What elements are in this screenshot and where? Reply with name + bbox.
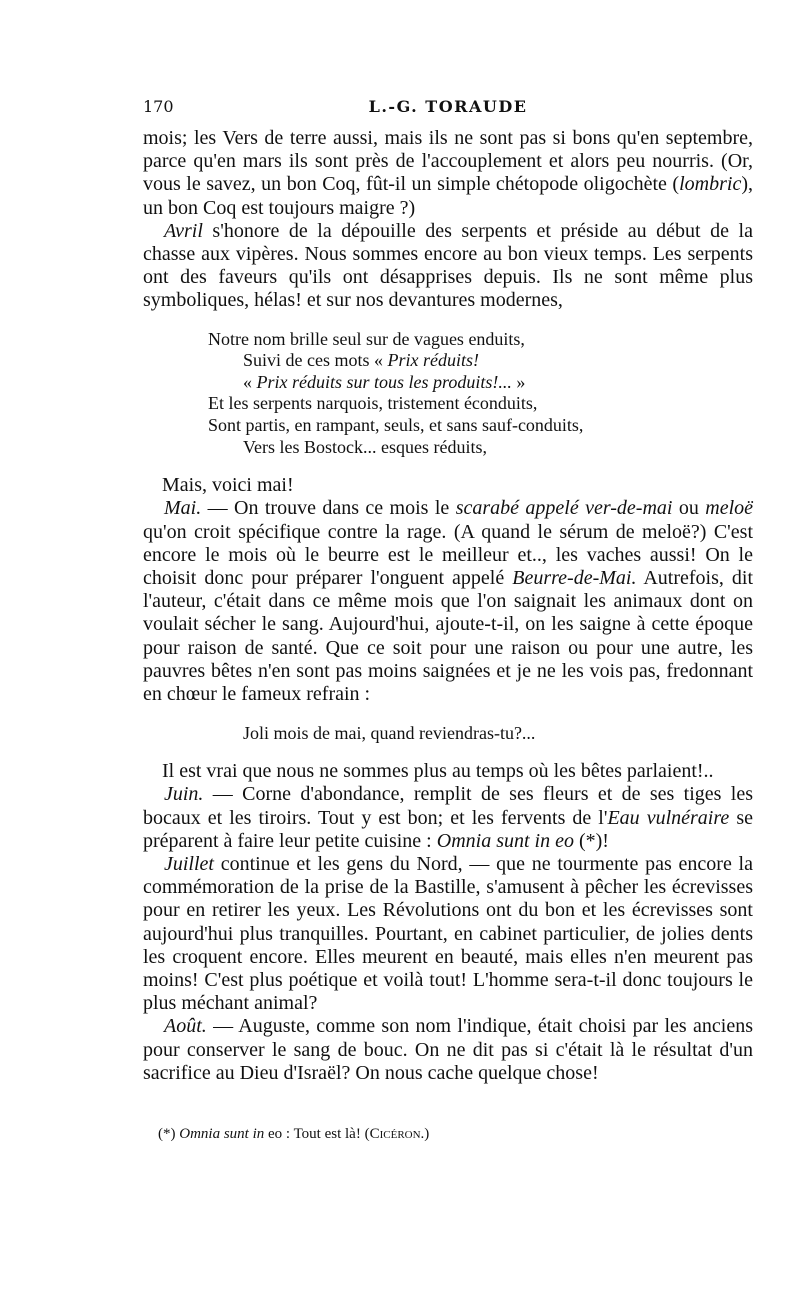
verse-line: Suivi de ces mots « Prix réduits! [243,350,479,371]
paragraph-aout: Août. — Auguste, comme son nom l'indique, était choisi par les anciens pour conserver le sang de bouc. On ne dit pas si c'était là le résultat d'un sacrifice au Dieu d'Israël? On nous cache quelque chose! [143,1015,753,1084]
paragraph-voici-mai: Mais, voici mai! [162,474,294,497]
page-number: 170 [143,97,174,116]
running-title: L.-G. TORAUDE [368,97,528,116]
verse-line: Et les serpents narquois, tristement éconduits, [208,393,538,414]
verse-line: « Prix réduits sur tous les produits!... » [243,371,526,392]
paragraph-betes: Il est vrai que nous ne sommes plus au temps où les bêtes parlaient!.. [162,760,714,783]
paragraph-juin: Juin. — Corne d'abondance, remplit de ses fleurs et de ses tiges les bocaux et les tiroirs. Tout y est bon; et les fervents de l'Eau vulnéraire se préparent à faire leur petite cuisine : Omnia sunt in eo (*)! [143,783,753,852]
verse-line: Notre nom brille seul sur de vagues enduits, [208,328,525,349]
footnote: (*) Omnia sunt in eo : Tout est là! (Cicéron.) [158,1126,430,1142]
verse-prix-reduits [208,329,753,459]
verse-joli-mois: Joli mois de mai, quand reviendras-tu?... [243,723,536,744]
paragraph-avril: Avril s'honore de la dépouille des serpents et préside au début de la chasse aux vipères. Nous sommes encore au bon vieux temps. Les serpents ont des faveurs qu'ils ont désapprises depuis. Ils ne sont même plus symboliques, hélas! et sur nos devantures modernes, [143,219,753,312]
main-text [143,127,753,1085]
page-header [143,97,753,121]
paragraph-juillet: Juillet continue et les gens du Nord, — que ne tourmente pas encore la commémoration de la prise de la Bastille, s'amusent à pêcher les écrevisses pour en retirer les yeux. Les Révolutions ont du bon et les écrevisses sont aujourd'hui plus tranquilles. Pourtant, en cabinet particulier, de jolies dents les croquent encore. Elles meurent en beauté, mais elles n'en meurent pas moins! C'est plus poétique et voilà tout! L'homme sera-t-il donc toujours le plus méchant animal? [143,853,753,1015]
verse-line: Vers les Bostock... esques réduits, [243,436,487,457]
paragraph-mai: Mai. — On trouve dans ce mois le scarabé appelé ver-de-mai ou meloë qu'on croit spécifique contre la rage. (A quand le sérum de meloë?) C'est encore le mois où le beurre est le meilleur et.., les vaches aussi! On le choisit donc pour préparer l'onguent appelé Beurre-de-Mai. Autrefois, dit l'auteur, c'était dans ce même mois que l'on saignait les animaux dont on voulait sécher le sang. Aujourd'hui, ajoute-t-il, on les saigne à cette époque pour raison de santé. Que ce soit pour une raison ou pour une autre, les pauvres bêtes n'en sont pas moins saignées et je ne les vois pas, fredonnant en chœur le fameux refrain : [143,497,754,706]
paragraph-1: mois; les Vers de terre aussi, mais ils ne sont pas si bons qu'en septembre, parce qu'en mars ils sont près de l'accouplement et alors peu nourris. (Or, vous le savez, un bon Coq, fût-il un simple chétopode oligochète (lombric), un bon Coq est toujours maigre ?) [143,127,753,219]
verse-line: Sont partis, en rampant, seuls, et sans sauf-conduits, [208,415,584,435]
